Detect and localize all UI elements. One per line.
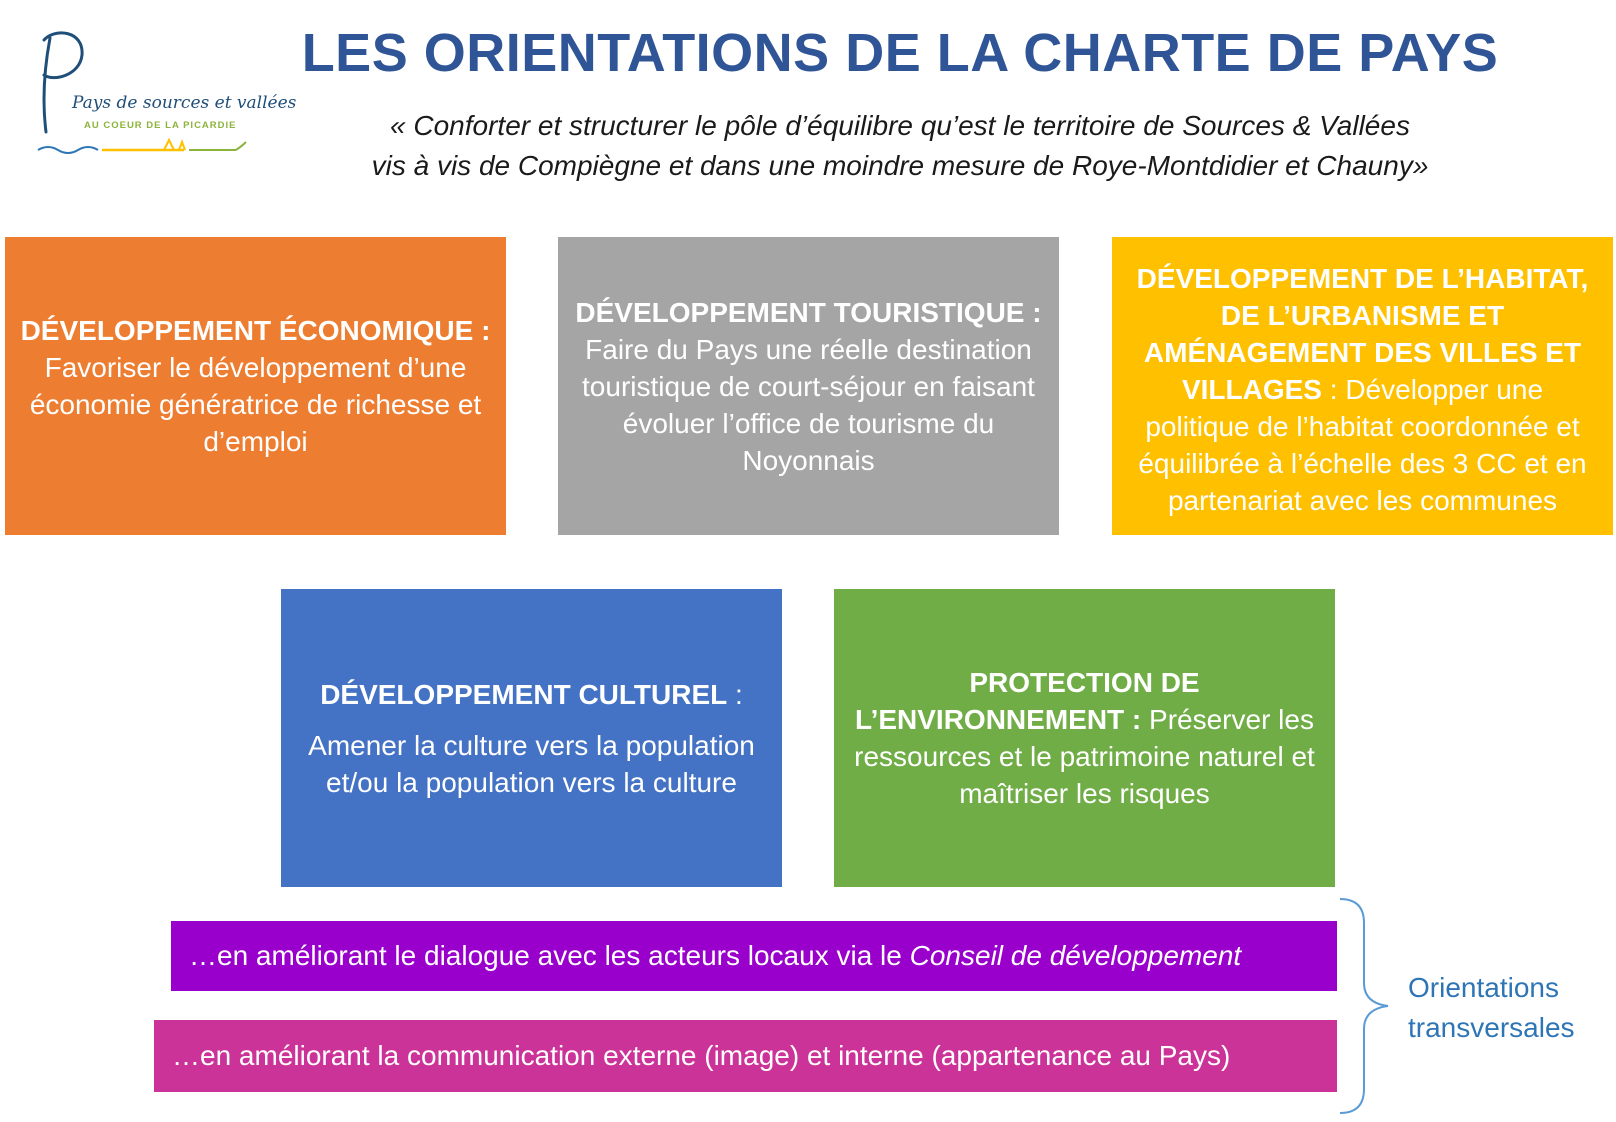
quote-line-1: « Conforter et structurer le pôle d’équilibre qu’est le territoire de Sources & Vallées <box>390 110 1410 141</box>
box-culturel-heading: DÉVELOPPEMENT CULTUREL <box>320 678 728 710</box>
bar-dialogue-text: …en améliorant le dialogue avec les acteurs locaux via le <box>189 940 910 971</box>
curly-brace-icon <box>1336 895 1396 1117</box>
bar-communication-text: …en améliorant la communication externe (image) et interne (appartenance au Pays) <box>172 1040 1231 1071</box>
box-developpement-economique <box>5 237 506 535</box>
pays-logo <box>14 20 297 160</box>
box-culturel-text: Amener la culture vers la population et/ou la population vers la culture <box>308 729 755 798</box>
orientations-transversales-label <box>1408 968 1608 1048</box>
logo-graphic <box>14 20 297 160</box>
box-habitat-text: : Développer une politique de l’habitat coordonnée et équilibrée à l’échelle des 3 CC et en partenariat avec les communes <box>1138 373 1587 516</box>
box-developpement-habitat <box>1112 237 1613 535</box>
box-economique-heading: DÉVELOPPEMENT ÉCONOMIQUE : <box>20 315 491 346</box>
logo-text-main: Pays de sources et vallées <box>72 93 297 113</box>
box-touristique-text: Faire du Pays une réelle destination touristique de court-séjour en faisant évoluer l’office de tourisme du Noyonnais <box>582 333 1035 476</box>
page-subtitle-quote <box>290 106 1510 186</box>
side-label-line-2: transversales <box>1408 1012 1575 1043</box>
box-protection-environnement <box>834 589 1335 887</box>
box-habitat-heading: DÉVELOPPEMENT DE L’HABITAT, DE L’URBANISME ET AMÉNAGEMENT DES VILLES ET VILLAGES <box>1136 262 1589 405</box>
transversal-bar-communication <box>154 1020 1337 1092</box>
bar-dialogue-italic: Conseil de développement <box>909 940 1242 971</box>
logo-text-sub: AU COEUR DE LA PICARDIE <box>84 120 237 131</box>
quote-line-2: vis à vis de Compiègne et dans une moindre mesure de Roye-Montdidier et Chauny» <box>371 150 1429 181</box>
box-touristique-heading: DÉVELOPPEMENT TOURISTIQUE : <box>575 296 1042 328</box>
box-culturel-heading-suffix: : <box>727 678 743 710</box>
box-economique-text: Favoriser le développement d’une économie génératrice de richesse et d’emploi <box>29 352 482 457</box>
side-label-line-1: Orientations <box>1408 972 1559 1003</box>
transversal-bar-dialogue <box>171 921 1337 991</box>
box-environnement-heading: PROTECTION DE L’ENVIRONNEMENT : <box>855 667 1200 735</box>
box-developpement-culturel <box>281 589 782 887</box>
box-developpement-touristique <box>558 237 1059 535</box>
page-title: LES ORIENTATIONS DE LA CHARTE DE PAYS <box>301 23 1499 83</box>
box-environnement-text: Préserver les ressources et le patrimoine naturel et maîtriser les risques <box>854 704 1315 809</box>
